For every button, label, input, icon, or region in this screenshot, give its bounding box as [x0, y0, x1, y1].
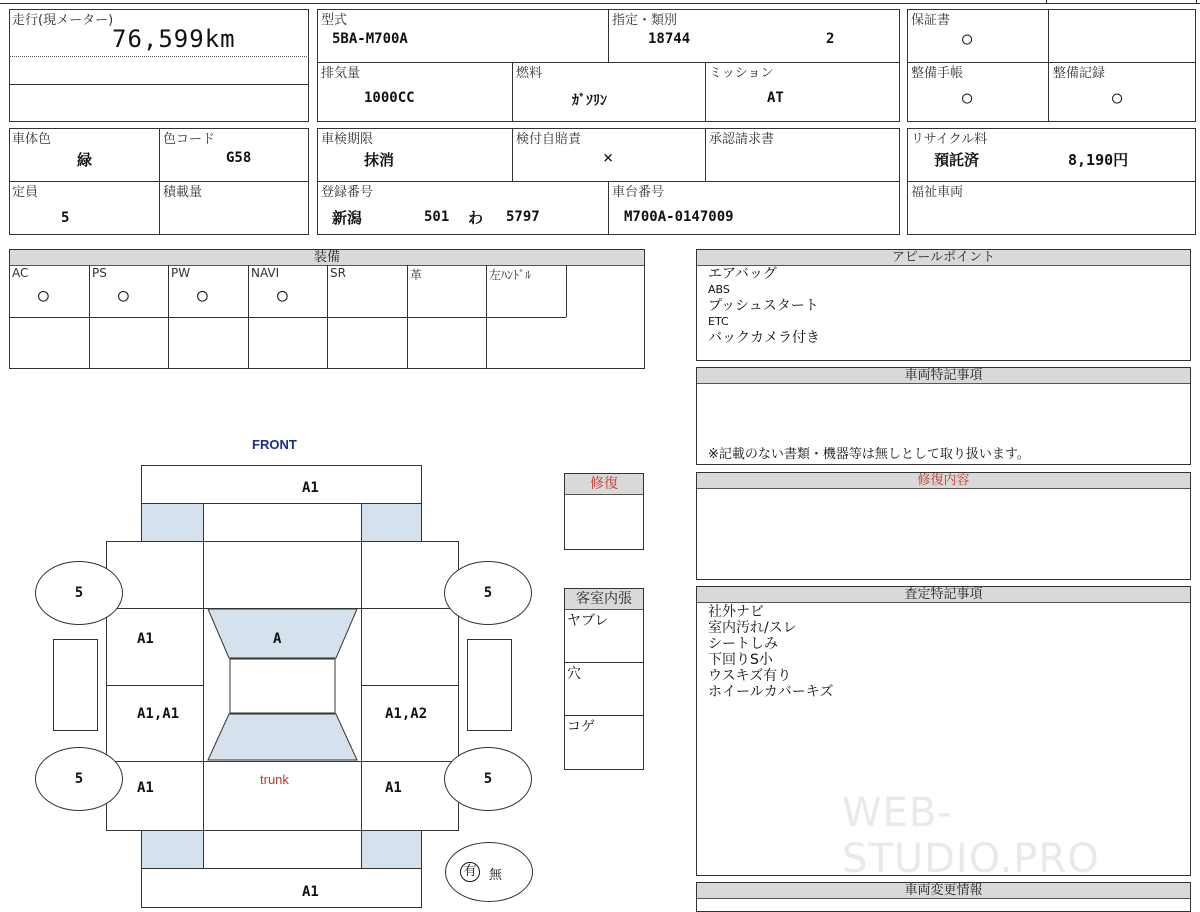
- capacity-label: 定員: [12, 185, 39, 200]
- tire-front-left: 5: [35, 561, 123, 625]
- assessment-item: シートしみ: [708, 636, 778, 652]
- mileage-divider: [9, 56, 309, 57]
- class-value: 2: [826, 31, 835, 47]
- color-code-value: G58: [226, 150, 252, 166]
- right-rear-door-grade: A1,A2: [385, 706, 428, 722]
- assessment-item: 室内汚れ/スレ: [708, 620, 797, 636]
- roof-panel: [230, 659, 335, 713]
- approval-label: 承認請求書: [709, 132, 775, 147]
- model-divider: [317, 62, 900, 63]
- maintenance-book-value: ○: [962, 88, 973, 108]
- chassis-label: 車台番号: [612, 185, 665, 200]
- color-value: 緑: [77, 151, 93, 169]
- equipment-divider: [248, 265, 249, 369]
- inspection-divider: [512, 128, 513, 181]
- model-divider: [608, 9, 609, 62]
- mileage-value: 76,599km: [112, 25, 236, 53]
- warranty-value: ○: [962, 29, 973, 49]
- repair-label: 修復: [565, 474, 643, 495]
- left-rear-door-grade: A1,A1: [137, 706, 180, 722]
- left-front-door-grade: A1: [137, 631, 154, 647]
- assessment-item: ウスキズ有り: [708, 668, 792, 684]
- equipment-divider: [407, 265, 408, 369]
- hood-upper: [203, 503, 362, 542]
- top-border-line: [0, 3, 1200, 4]
- interior-item: ヤブレ: [567, 613, 609, 629]
- special-notes-text: ※記載のない書類・機器等は無しとして取り扱います。: [708, 447, 1030, 462]
- body-divider: [361, 761, 459, 762]
- registration-class: 501: [424, 209, 450, 225]
- left-mirror: [53, 639, 98, 731]
- maintenance-record-value: ○: [1112, 88, 1123, 108]
- mileage-label: 走行(現メーター): [12, 13, 114, 28]
- inspection-divider: [705, 128, 706, 181]
- recycle-fee: 8,190円: [1068, 151, 1129, 169]
- maintenance-record-label: 整備記録: [1053, 66, 1106, 81]
- windshield: [208, 609, 357, 658]
- rear-left-pillar: [141, 830, 204, 869]
- equipment-value: ○: [197, 285, 208, 306]
- inspection-divider: [608, 181, 609, 235]
- appeal-item: ETC: [708, 315, 729, 328]
- registration-kana: わ: [468, 209, 484, 227]
- recycle-status: 預託済: [934, 151, 980, 169]
- trunk-lower: [203, 830, 362, 869]
- appeal-item: プッシュスタート: [708, 298, 819, 314]
- model-type-value: 5BA-M700A: [332, 31, 408, 47]
- special-notes-title: 車両特記事項: [697, 368, 1190, 384]
- maintenance-book-label: 整備手帳: [911, 66, 964, 81]
- insurance-label: 検付自賠責: [516, 132, 582, 147]
- rear-bumper: [141, 868, 422, 908]
- fuel-value: ｶﾞｿﾘﾝ: [572, 93, 607, 109]
- roof-grade: A: [273, 631, 282, 647]
- equipment-value: ○: [118, 285, 129, 306]
- changes-title: 車両変更情報: [697, 883, 1190, 899]
- appeal-item: バックカメラ付き: [708, 330, 820, 346]
- registration-label: 登録番号: [321, 185, 374, 200]
- welfare-label: 福祉車両: [911, 185, 964, 200]
- designation-label: 指定・類別: [612, 13, 678, 28]
- recycle-label: リサイクル料: [911, 132, 988, 147]
- designation-value: 18744: [648, 31, 691, 47]
- equipment-value: ○: [277, 285, 288, 306]
- body-divider: [361, 685, 459, 686]
- assessment-title: 査定特記事項: [697, 587, 1190, 603]
- color-divider: [9, 181, 309, 182]
- equipment-label: NAVI: [251, 266, 280, 280]
- warranty-label: 保証書: [911, 13, 951, 28]
- equipment-label: SR: [330, 266, 346, 280]
- front-bumper: [141, 465, 422, 504]
- chassis-value: M700A-0147009: [624, 209, 734, 225]
- color-code-label: 色コード: [163, 132, 216, 147]
- displacement-value: 1000CC: [364, 90, 415, 106]
- warranty-divider: [1048, 9, 1049, 122]
- insurance-value: ×: [603, 148, 614, 168]
- rear-bumper-grade: A1: [302, 884, 319, 900]
- fuel-label: 燃料: [516, 66, 543, 81]
- repair-content-title: 修復内容: [697, 473, 1190, 489]
- body-divider: [106, 608, 204, 609]
- appeal-title: アピールポイント: [697, 250, 1190, 266]
- assessment-item: 社外ナビ: [708, 604, 764, 620]
- equipment-value: ○: [38, 285, 49, 306]
- displacement-label: 排気量: [321, 66, 361, 81]
- assessment-item: ホイールカバーキズ: [708, 684, 834, 700]
- transmission-label: ミッション: [709, 66, 774, 81]
- equipment-divider: [327, 265, 328, 369]
- body-divider: [106, 685, 204, 686]
- assessment-item: 下回りS小: [708, 652, 773, 668]
- inspection-label: 車検期限: [321, 132, 374, 147]
- front-right-pillar: [361, 503, 422, 542]
- front-bumper-grade: A1: [302, 480, 319, 496]
- equipment-label: AC: [12, 266, 29, 280]
- front-left-pillar: [141, 503, 204, 542]
- model-divider: [512, 62, 513, 122]
- tire-front-right: 5: [444, 561, 532, 625]
- equipment-label: PW: [171, 266, 191, 280]
- capacity-value: 5: [61, 210, 70, 226]
- top-stub-line: [1046, 0, 1047, 4]
- watermark: WEB-STUDIO.PRO: [842, 790, 1100, 882]
- equipment-title: 装備: [10, 250, 644, 266]
- tire-rear-right: 5: [444, 747, 532, 811]
- appeal-item: ABS: [708, 283, 730, 296]
- spare-no-label: 無: [489, 868, 503, 883]
- equipment-divider: [566, 265, 567, 317]
- right-rear-fender-grade: A1: [385, 780, 402, 796]
- equipment-label: PS: [92, 266, 107, 280]
- equipment-divider: [486, 265, 487, 369]
- equipment-label: 左ﾊﾝﾄﾞﾙ: [489, 268, 532, 282]
- model-type-label: 型式: [321, 13, 348, 28]
- equipment-label: 革: [410, 268, 423, 282]
- left-rear-fender-grade: A1: [137, 780, 154, 796]
- rear-window: [208, 714, 357, 760]
- front-label: FRONT: [252, 437, 297, 452]
- transmission-value: AT: [767, 90, 784, 106]
- body-divider: [106, 761, 204, 762]
- spare-yes-mark: 有: [460, 862, 480, 882]
- tire-rear-left: 5: [35, 747, 123, 811]
- interior-item: 穴: [567, 666, 581, 682]
- cabin-glass: [203, 608, 362, 762]
- body-divider: [361, 608, 459, 609]
- inspection-value: 抹消: [364, 151, 395, 169]
- load-label: 積載量: [163, 185, 203, 200]
- registration-number: 5797: [506, 209, 540, 225]
- equipment-divider: [89, 265, 90, 369]
- interior-item: コゲ: [567, 719, 595, 735]
- top-stub-line: [1196, 0, 1197, 4]
- color-label: 車体色: [12, 132, 52, 147]
- equipment-divider: [168, 265, 169, 369]
- right-mirror: [467, 639, 512, 731]
- trunk-label: trunk: [260, 772, 289, 787]
- equipment-divider: [9, 317, 566, 318]
- rear-right-pillar: [361, 830, 422, 869]
- appeal-item: エアバッグ: [708, 266, 777, 282]
- model-divider: [705, 62, 706, 122]
- registration-area: 新潟: [332, 209, 363, 227]
- mileage-divider: [9, 84, 309, 85]
- interior-title: 客室内張: [565, 589, 643, 610]
